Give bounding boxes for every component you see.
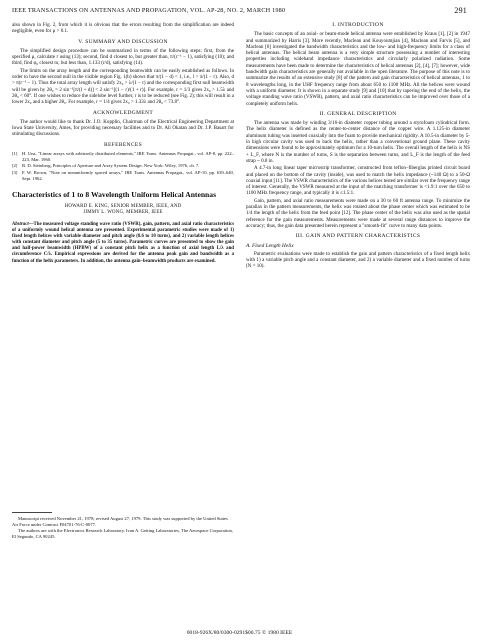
subsection-a-heading: A. Fixed Length Helix: [246, 242, 294, 249]
author-line-2: JIMMY L. WONG, MEMBER, IEEE: [83, 209, 163, 215]
references-heading: REFERENCES: [103, 141, 143, 148]
reference-list: [12, 151, 234, 182]
copyright-code: 0018-926X/80/0300-0291$00.75 © 1980 IEEE: [186, 630, 293, 636]
left-column: [12, 22, 234, 265]
reference-text: F. W. Brown, "Note on nonuniformly spaced arrays," IRE Trans. Antennas Propagat., vol. AP-10, pp. 639–640, Sept. 1962.: [22, 170, 234, 181]
gain-pattern-paragraph: Parametric evaluations were made to establish the gain and pattern characteristics of a fixed length helix with 1) a variable pitch angle and a constant diameter, and 2) a variable diameter and a fixed number of turns (N = 10).: [246, 250, 470, 270]
abstract-label: Abstract: [12, 221, 29, 227]
acknowledgment-paragraph: The author would like to thank Dr. J.O. Kopplin, Chairman of the Electrical Engineering Department at Iowa State University, Ames, for providing necessary facilities and to Dr. Ali Okatan and Dr. J.P. Basart for stimulating discussions.: [12, 118, 234, 138]
author-block: [12, 204, 234, 216]
reference-item: [12, 163, 234, 169]
footnote-affiliation: The authors are with the Electronics Research Laboratory, Ivan A. Getting Laboratories, The Aerospace Corporation, El Segundo, CA 90245.: [12, 528, 233, 540]
description-paragraph-3: Gain, pattern, and axial ratio measurements were made on a 30 to 60 ft antenna range. To minimize the parallax in the pattern measurements, the helix was rotated about the phase center which was estimated to be 1/4 the length of the helix from the feed point [12]. The phase center of the helix was also used as the spatial reference for the gain measurements. Measurements were made at several range distances to improve the accuracy; thus, the gain data presented herein represent a "smooth-fit" curve to many data points.: [246, 197, 470, 229]
reference-number: [1]: [12, 151, 18, 157]
description-paragraph-2: A 4.7-in long linear taper microstrip transformer, constructed from teflon–fiberglas printed circuit board and placed on the bottom of the cavity (inside), was used to match the helix impedance (~140 Ω) to a 50-Ω coaxial input [11]. The VSWR characteristics of the various helices tested are similar over the frequency range of interest. Generally, the VSWR measured at the input of the matching transformer is <1.9:1 over the 650 to 1100 MHz frequency range, and typically it is ≤1.5:1.: [246, 165, 470, 197]
section-ii-heading: II. GENERAL DESCRIPTION: [319, 110, 397, 117]
reference-item: [12, 170, 234, 181]
acknowledgment-heading: ACKNOWLEDGMENT: [92, 109, 154, 116]
journal-line: IEEE TRANSACTIONS ON ANTENNAS AND PROPAGATION, VOL. AP-28, NO. 2, MARCH 1980: [12, 6, 286, 14]
abstract: [12, 222, 234, 265]
reference-text: H. Unz, "Linear arrays with arbitrarily distributed elements," IRE Trans. Antennas Propagat., vol. AP-8, pp. 222–223, Mar. 1960.: [22, 151, 234, 162]
summary-paragraph-1: The simplified design procedure can be summarized in terms of the following steps: first, from the specified μ, calculate r using (13); second, find d closest to, but greater than, π/(r⁻¹ − 1), satisfying (10); and third, find φ₀ closest to, but less than, 1.133 (r/d), satisfying (14).: [12, 47, 234, 67]
reference-number: [3]: [12, 170, 18, 176]
right-column: [246, 22, 470, 271]
paper-title: Characteristics of 1 to 8 Wavelength Uniform Helical Antennas: [12, 189, 217, 199]
footnote-block: [12, 512, 234, 541]
description-paragraph-1: The antenna was made by winding 3/16-in diameter copper tubing around a styrofoam cylindrical form. The helix diameter is defined as the center-to-center distance of the copper wire. A 1.125-in diameter aluminum tubing was inserted coaxially into the foam to provide mechanical rigidity. A 10.5-in diameter by 5-in high circular cavity was used to back the helix, rather than a conventional ground plane. These cavity dimensions were found to be approximately optimum for a 10-turn helix. The overall length of the helix is NS + L_F, where N is the number of turns, S is the separation between turns, and L_F is the length of the feed strap ~ 0.8 in.: [246, 120, 470, 164]
abstract-text: —The measured voltage standing wave ratio (VSWR), gain, pattern, and axial ratio characteristics of a uniformly wound helical antenna are presented. Experimental parametric studies were made of 1) fixed length helices with variable diameter and pitch angle (8.6 to 10 turns), and 2) variable length helices with constant diameter and pitch angle (5 to 35 turns). Parametric curves are presented to show the gain and half-power beamwidth (HPBW) of a constant pitch helix as a function of axial length L/λ and circumference C/λ. Empirical expressions are derived for the antenna peak gain and bandwidth as a function of the helix parameters. In addition, the antenna gain–beamwidth products are examined.: [12, 221, 234, 264]
section-iii-heading: III. GAIN AND PATTERN CHARACTERISTICS: [295, 233, 421, 240]
continuation-paragraph: also shown in Fig. 2, from which it is obvious that the errors resulting from the simplification are indeed negligible, even for μ > 0.1.: [12, 22, 234, 35]
summary-paragraph-2: The limits on the array length and the corresponding beamwidth can be easily established as follows. In order to have the second null in the visible region Fig. 1(b) shows that π/(1 − d) < 1, i.e., l > π/(1 − r). Also, d > π(r⁻¹ − 1). Thus the total array length will satisfy 2x₀ > λ/(1 − r) and the corresponding first null beamwidth will be given by 2θ₀ = 2 sin⁻¹[π/(l + d)] < 2 sin⁻¹[(1 − r)/(1 + r)]. For example, r = 1/3 gives 2x₀ > 1.5λ and 2θ₀ < 60°. If one wishes to reduce the sidelobe level further, r is to be reduced (see Fig. 2); this will result in a lower 2x₀ and a higher 2θ₀. For example, r = 1/4 gives 2x₀ > 1.33λ and 2θ₀ < 73.8°.: [12, 67, 234, 106]
footnote-manuscript: Manuscript received November 21, 1978; revised August 27, 1979. This study was supported by the United States Air Force under Contract F04701-76-C-0077.: [12, 516, 228, 527]
section-v-heading: V. SUMMARY AND DISCUSSION: [78, 38, 168, 45]
reference-text: B. D. Steinberg, Principles of Aperture and Array System Design. New York: Wiley, 1976, ch. 7.: [22, 163, 200, 169]
intro-paragraph: The basic concepts of an axial- or beam-mode helical antenna were established by Kraus [1], [2] in 1947 and summarized by Harris [3]. More recently, Maclean and Kouyoumjian [4], Maclean and Farvis [5], and Maclean [6] investigated the bandwidth characteristics and the low- and high-frequency limits for a class of helical antennas. The helical beam antenna is a very simple structure possessing a number of interesting properties including wideband impedance characteristics and circularly polarized radiation. Some measurements have been made to determine the characteristics of helical antennas [2], [4], [7]; however, wide bandwidth gain characteristics are generally not available in the open literature. The purpose of this note is to summarize the results of an extensive study [8] of the pattern and gain characteristics of helical antennas, 1 to 8 wavelengths long, in the UHF frequency range from about 650 to 1100 MHz. All the helices were wound with a uniform diameter. It is shown in a separate study [9] and [10] that by tapering the end of the helix, the voltage standing wave ratio (VSWR), pattern, and axial ratio characteristics can be improved over those of a completely uniform helix.: [246, 31, 470, 107]
footnote-rule: [12, 512, 52, 513]
reference-number: [2]: [12, 163, 18, 169]
running-header: [12, 4, 467, 16]
section-i-heading: I. INTRODUCTION: [332, 22, 384, 28]
author-line-1: HOWARD E. KING, SENIOR MEMBER, IEEE, AND: [64, 203, 182, 209]
reference-item: [12, 151, 234, 162]
page-number: 291: [454, 5, 467, 15]
